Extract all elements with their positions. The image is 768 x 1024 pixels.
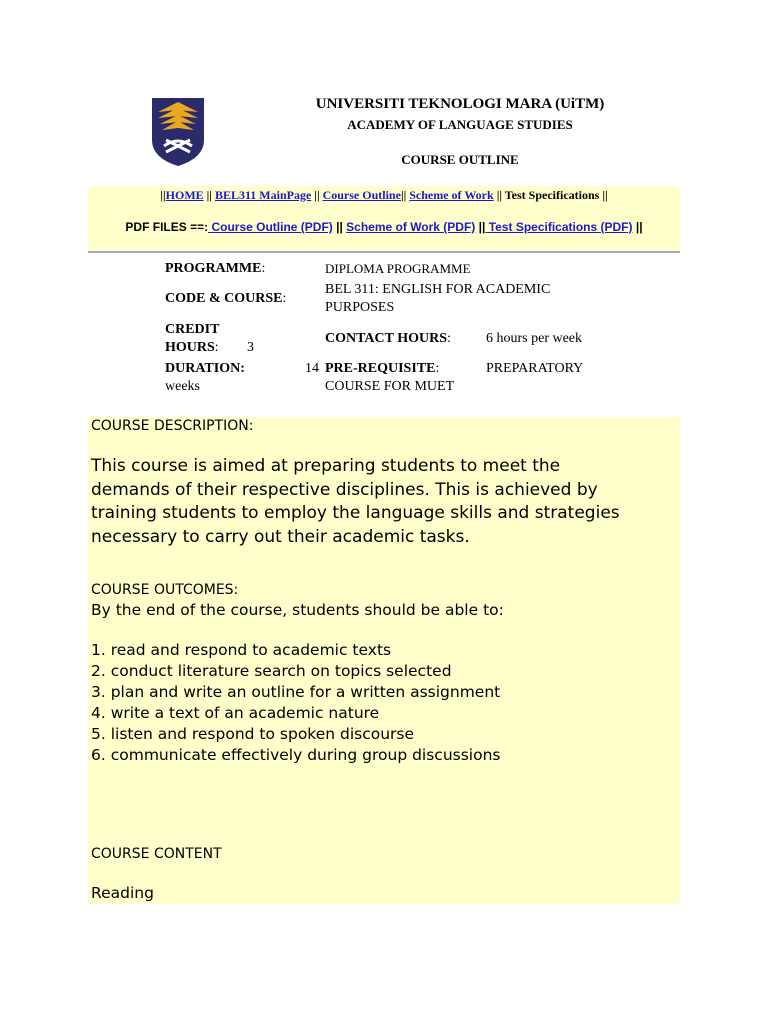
pdf-scheme-link[interactable]: Scheme of Work (PDF) — [346, 220, 476, 234]
outcomes-list — [91, 640, 501, 766]
course-outline-link[interactable]: Course Outline — [322, 188, 401, 202]
list-item: 6. communicate effectively during group discussions — [91, 746, 501, 764]
programme-label: PROGRAMME: — [165, 261, 266, 276]
uitm-logo — [150, 96, 206, 168]
content-heading: COURSE CONTENT — [91, 846, 222, 862]
duration-unit: weeks — [165, 379, 200, 394]
document-title: COURSE OUTLINE — [401, 152, 519, 167]
content-first-item: Reading — [91, 884, 154, 902]
code-value-2: PURPOSES — [325, 300, 395, 315]
pdf-files-label: PDF FILES ==: — [125, 220, 209, 234]
outcomes-heading: COURSE OUTCOMES: — [91, 582, 239, 598]
university-name: UNIVERSITI TEKNOLOGI MARA (UiTM) — [315, 96, 605, 112]
pdf-nav: PDF FILES ==: Course Outline (PDF) || Scheme of Work (PDF) || Test Specifications (PDF) || — [125, 220, 643, 234]
credit-label-2: HOURS: — [165, 340, 219, 355]
prereq-value-2: COURSE FOR MUET — [325, 379, 455, 394]
list-item: 2. conduct literature search on topics selected — [91, 662, 452, 680]
list-item: 1. read and respond to academic texts — [91, 641, 392, 659]
list-item: 5. listen and respond to spoken discourse — [91, 725, 415, 743]
primary-nav: ||HOME || BEL311 MainPage || Course Outline|| Scheme of Work || Test Specifications || — [160, 188, 608, 202]
duration-value: 14 — [305, 361, 319, 376]
programme-value: DIPLOMA PROGRAMME — [325, 261, 471, 276]
divider — [88, 251, 680, 253]
prereq-label: PRE-REQUISITE: — [325, 361, 440, 376]
credit-label-1: CREDIT — [165, 322, 220, 337]
main-page-link[interactable]: BEL311 MainPage — [214, 188, 312, 202]
test-spec-label: Test Specifications — [504, 188, 600, 202]
academy-name: ACADEMY OF LANGUAGE STUDIES — [347, 117, 573, 132]
home-link[interactable]: HOME — [165, 188, 204, 202]
description-line: demands of their respective disciplines. This is achieved by — [91, 479, 598, 500]
code-value-1: BEL 311: ENGLISH FOR ACADEMIC — [325, 282, 551, 297]
pdf-course-outline-link[interactable]: Course Outline (PDF) — [208, 220, 333, 234]
list-item: 4. write a text of an academic nature — [91, 704, 380, 722]
contact-label: CONTACT HOURS: — [325, 331, 451, 346]
prereq-value-1: PREPARATORY — [486, 361, 584, 376]
credit-value: 3 — [247, 340, 254, 355]
description-heading: COURSE DESCRIPTION: — [91, 418, 254, 434]
description-text — [91, 455, 676, 549]
pdf-test-spec-link[interactable]: Test Specifications (PDF) — [485, 220, 633, 234]
scheme-of-work-link[interactable]: Scheme of Work — [409, 188, 494, 202]
description-line: necessary to carry out their academic tasks. — [91, 526, 470, 547]
description-line: This course is aimed at preparing students to meet the — [91, 456, 561, 476]
contact-value: 6 hours per week — [486, 331, 583, 346]
outcomes-intro: By the end of the course, students should be able to: — [91, 601, 504, 619]
code-label: CODE & COURSE: — [165, 291, 287, 306]
duration-label: DURATION: — [165, 361, 245, 376]
description-line: training students to employ the language skills and strategies — [91, 503, 620, 523]
list-item: 3. plan and write an outline for a written assignment — [91, 683, 501, 701]
